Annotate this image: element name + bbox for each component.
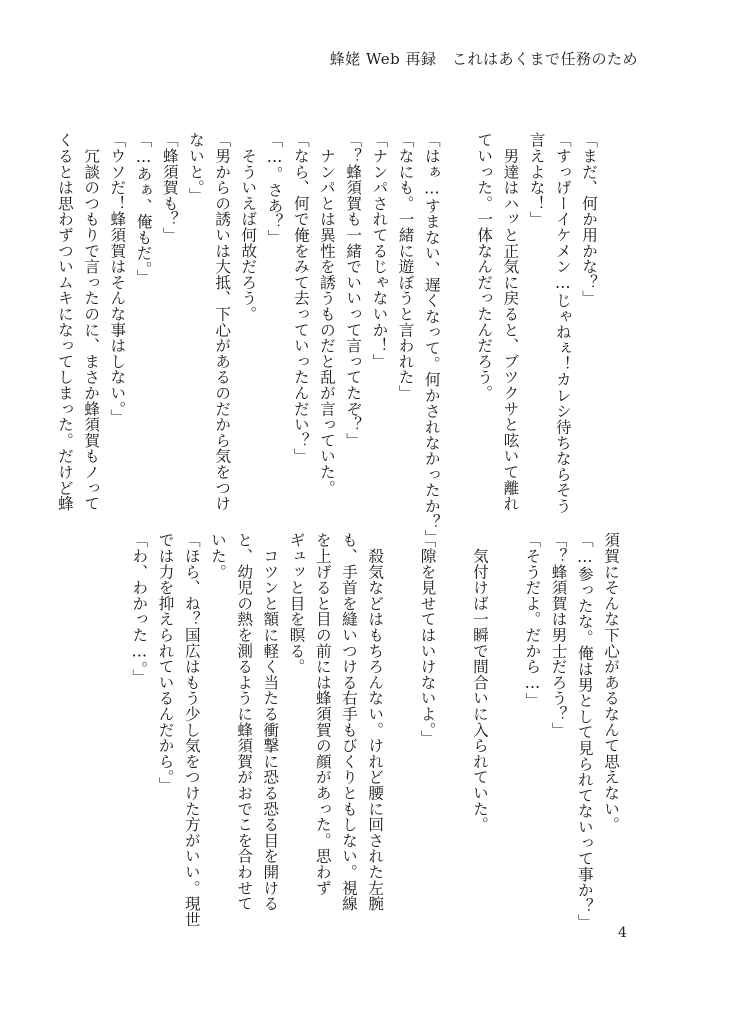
top-text-line: ないと。」 [186, 132, 205, 204]
top-text-line: 「ウソだ！蜂須賀はそんな事はしない。」 [108, 132, 127, 425]
bottom-text-line: 気付けば一瞬で間合いに入られていた。 [470, 532, 489, 833]
bottom-text-line: 「隙を見せてはいけないよ。」 [418, 532, 437, 746]
bottom-text-line: 「そうだよ。だから…」 [523, 532, 542, 709]
top-text-line: 「なら、何で俺をみて去っていったんだい？」 [291, 132, 310, 464]
bottom-text-line: 須賀にそんな下心があるなんて思えない。 [602, 532, 620, 833]
top-text-line: 「ナンパされてるじゃないか！」 [370, 132, 389, 369]
bottom-text-line: いた。 [208, 532, 227, 580]
bottom-blank-line [441, 532, 467, 910]
top-text-line: 「？蜂須賀も一緒でいいって言ってたぞ？」 [344, 132, 363, 448]
bottom-text-line: 殺気などはもちろんない。けれど腰に回された左腕 [366, 532, 385, 912]
top-blank-line [445, 132, 471, 500]
bottom-text-line: では力を抑えられているんだから。」 [156, 532, 175, 793]
top-text-line: 冗談のつもりで言ったのに、まさか蜂須賀もノって [82, 132, 101, 512]
bottom-blank-line [493, 532, 519, 910]
top-text-line: そういえば何故だろう。 [239, 132, 258, 322]
bottom-text-line: 「ほら、ね？国広はもう少し気をつけた方がいい。現世 [182, 532, 201, 927]
top-text-line: 男達はハッと正気に戻ると、ブツクサと呟いて離れ [501, 132, 520, 512]
top-text-line: 「すっげーイケメン…じゃねぇ！カレシ待ちならそう [553, 132, 572, 514]
top-text-line: 「まだ、何か用かな？」 [580, 132, 598, 306]
top-text-line: 「はぁ…すまない、遅くなって。何かされなかったか？」 [422, 132, 441, 546]
bottom-text-line: 「…参ったな。俺は男として見られてないって事か？」 [575, 532, 594, 930]
text-block-bottom [122, 532, 624, 930]
top-text-line: 「…あぁ、俺もだ。」 [134, 132, 153, 285]
bottom-text-line: 「わ、わかった…。」 [130, 532, 149, 685]
bottom-text-line: コツンと額に軽く当たる衝撃に恐る恐る目を開ける [261, 532, 280, 912]
bottom-text-line: を上げると目の前には蜂須賀の顔があった。思わず [313, 532, 332, 896]
top-text-line: 「男からの誘いは大抵、下心があるのだから気をつけ [213, 132, 232, 512]
top-text-line: くるとは思わずついムキになってしまった。だけど蜂 [55, 132, 74, 512]
text-block-top [55, 132, 602, 546]
bottom-text-line: 「？蜂須賀は男士だろう？」 [549, 532, 568, 738]
top-text-line: 「…。さあ？」 [265, 132, 284, 245]
top-text-line: 「蜂須賀も？」 [160, 132, 179, 243]
bottom-text-line: ギュッと目を瞑る。 [287, 532, 306, 675]
top-text-line: 言えよな！」 [527, 132, 546, 227]
top-text-line: ていった。一体なんだったんだろう。 [475, 132, 494, 401]
bottom-blank-line [388, 532, 414, 910]
bottom-text-line: と、幼児の熱を測るように蜂須賀がおでこを合わせて [235, 532, 254, 912]
top-text-line: ナンパとは異性を誘うものだと乱が言っていた。 [317, 132, 336, 496]
bottom-text-line: も、手首を縫いつける右手もびくりともしない。視線 [339, 532, 358, 912]
top-text-line: 「なにも。一緒に遊ぼうと言われた」 [396, 132, 415, 401]
running-header: 蜂姥 Web 再録 これはあくまで任務のため [329, 50, 638, 68]
page-number: 4 [618, 925, 627, 941]
